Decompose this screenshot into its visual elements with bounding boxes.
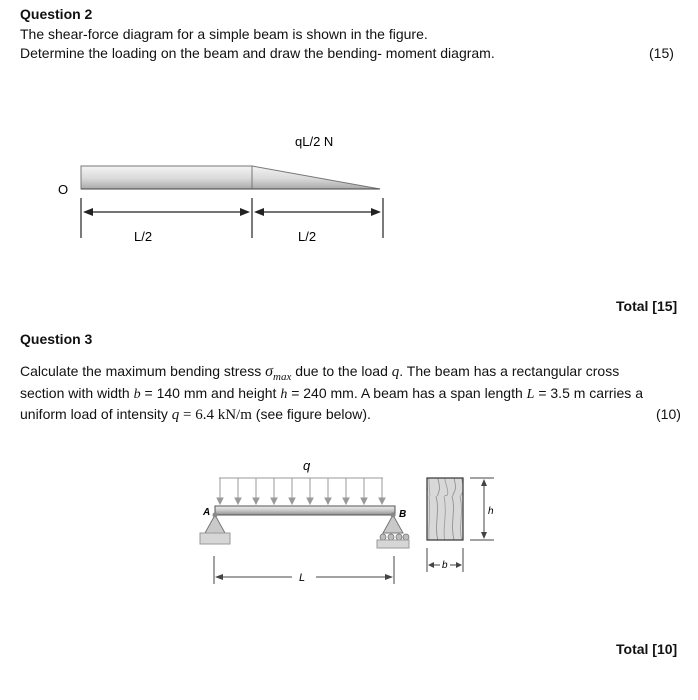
q-equation: = 6.4 kN/m (179, 407, 252, 423)
q-symbol: q (391, 364, 400, 380)
question-3-marks: (10) (656, 406, 681, 422)
beam (215, 506, 395, 515)
h-arrowhead-top (481, 479, 487, 486)
span-left-label: L/2 (134, 229, 153, 244)
q3-text: (see figure below). (251, 406, 371, 422)
label-h: h (488, 506, 494, 517)
question-3-total: Total [10] (616, 641, 678, 657)
load-arrows (217, 478, 385, 504)
q3-text: due to the load (291, 363, 392, 379)
q3-text: . The beam has a rectangular cross (399, 363, 620, 379)
sigma-symbol: σ (265, 363, 273, 380)
q3-text: = 3.5 m carries a (534, 385, 643, 401)
L-symbol: L (526, 387, 535, 402)
question-2-heading: Question 2 (20, 6, 93, 22)
sfd-origin-label: O (58, 182, 69, 197)
q-symbol: q (171, 407, 180, 423)
sigma-subscript: max (273, 370, 292, 383)
support-B-rollers (380, 534, 409, 540)
b-arrowhead-right (456, 562, 462, 568)
label-L: L (299, 572, 306, 584)
h-symbol: h (280, 387, 288, 402)
L-arrowhead-right (385, 574, 393, 580)
support-A-ground (200, 533, 230, 544)
question-2-line-2: Determine the loading on the beam and draw the bending- moment diagram. (20, 45, 495, 61)
q3-text: section with width (20, 385, 134, 401)
span-right-label: L/2 (298, 229, 317, 244)
q3-text: = 140 mm and height (140, 385, 281, 401)
question-3-heading: Question 3 (20, 331, 93, 347)
q3-text: = 240 mm. A beam has a span length (287, 385, 527, 401)
L-arrowhead-left (215, 574, 223, 580)
support-A-hinge (213, 513, 218, 518)
h-arrowhead-bottom (481, 532, 487, 539)
label-A: A (203, 507, 211, 518)
sfd-load-label: qL/2 N (295, 134, 334, 149)
b-symbol: b (133, 387, 141, 402)
q3-text: Calculate the maximum bending stress (20, 363, 266, 379)
support-B-ground (377, 540, 409, 548)
support-B-hinge (391, 513, 396, 518)
q3-text: uniform load of intensity (20, 406, 172, 422)
question-2-total: Total [15] (616, 298, 678, 314)
question-2-marks: (15) (649, 45, 674, 61)
question-2-line-1: The shear-force diagram for a simple beam is shown in the figure. (20, 26, 428, 42)
cross-section (427, 478, 463, 540)
label-b: b (442, 560, 448, 571)
b-arrowhead-left (428, 562, 434, 568)
load-q-label: q (303, 458, 311, 473)
label-B: B (399, 509, 407, 520)
